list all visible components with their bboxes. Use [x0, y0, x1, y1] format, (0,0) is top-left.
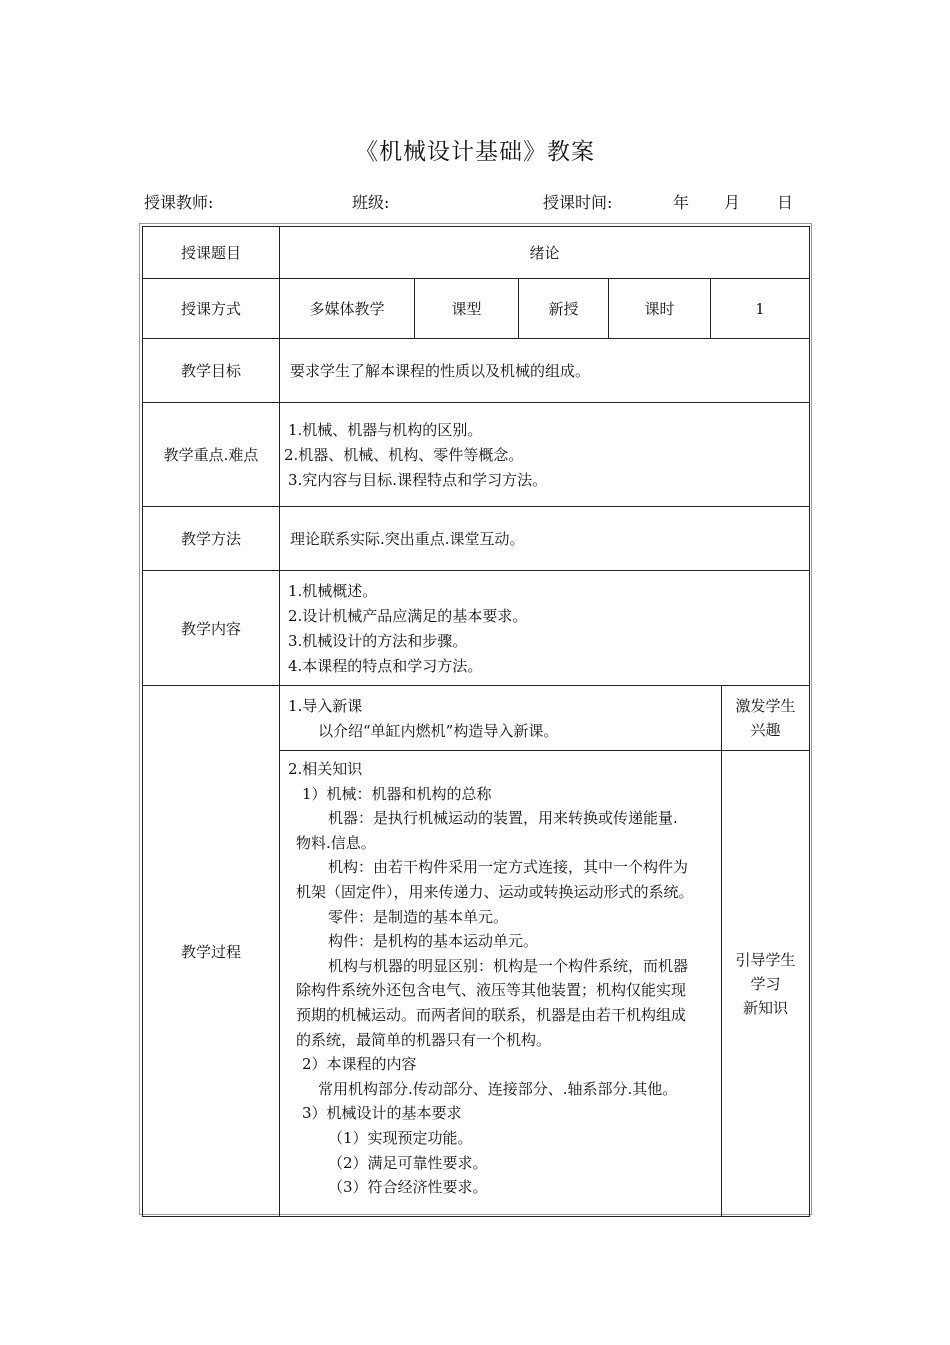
topic-row	[143, 227, 810, 279]
process-label: 教学过程	[143, 686, 280, 1217]
knowledge-line: 机架（固定件），用来传递力、运动或转换运动形式的系统。	[296, 882, 694, 901]
hours-value: 1	[711, 279, 810, 339]
knowledge-line: 零件：是制造的基本单元。	[328, 907, 509, 926]
knowledge-line: （3）符合经济性要求。	[328, 1178, 488, 1197]
goal-label: 教学目标	[143, 339, 280, 403]
list-item: 4.本课程的特点和学习方法。	[288, 657, 483, 675]
content-label: 教学内容	[143, 571, 280, 686]
teaching-method-row	[143, 507, 810, 571]
key-points-row	[143, 403, 810, 507]
knowledge-line: 预期的机械运动。而两者间的联系，机器是由若干机构组成	[296, 1005, 687, 1024]
goal-value: 要求学生了解本课程的性质以及机械的组成。	[280, 339, 810, 403]
knowledge-section	[280, 751, 722, 1217]
knowledge-line: 构件：是机构的基本运动单元。	[328, 932, 539, 951]
day-label: 日	[777, 193, 794, 212]
list-item: 2.设计机械产品应满足的基本要求。	[288, 607, 528, 625]
list-item: 3.究内容与目标.课程特点和学习方法。	[288, 471, 548, 489]
key-points-label: 教学重点.难点	[143, 403, 280, 507]
knowledge-side-note: 引导学生 学习 新知识	[722, 751, 810, 1217]
lesson-plan-table	[142, 226, 810, 1217]
knowledge-line: 的系统，最简单的机器只有一个机构。	[296, 1030, 552, 1049]
knowledge-line: 机构与机器的明显区别：机构是一个构件系统，而机器	[328, 956, 689, 975]
knowledge-line: 机器：是执行机械运动的装置，用来转换或传递能量.	[328, 809, 678, 828]
method-label: 授课方式	[143, 279, 280, 339]
document-title: 《机械设计基础》教案	[355, 139, 595, 165]
list-item: 3.机械设计的方法和步骤。	[288, 632, 468, 650]
year-label: 年	[673, 193, 690, 212]
content-list	[280, 571, 810, 686]
key-points-list	[280, 403, 810, 507]
teacher-label: 授课教师:	[144, 193, 214, 212]
list-item: 1.机械、机器与机构的区别。	[288, 421, 483, 439]
time-label: 授课时间:	[543, 193, 613, 212]
topic-label: 授课题目	[143, 227, 280, 279]
knowledge-line: 常用机构部分.传动部分、连接部分、.轴系部分.其他。	[318, 1079, 678, 1098]
goal-row	[143, 339, 810, 403]
method-row	[143, 279, 810, 339]
knowledge-line: （1）实现预定功能。	[328, 1128, 473, 1147]
method-value: 多媒体教学	[280, 279, 415, 339]
type-label: 课型	[415, 279, 519, 339]
knowledge-line: 物料.信息。	[296, 833, 376, 852]
intro-heading: 1.导入新课	[288, 697, 363, 715]
intro-row	[143, 686, 810, 751]
list-item: 1.机械概述。	[288, 582, 378, 600]
hours-label: 课时	[609, 279, 711, 339]
knowledge-heading: 2.相关知识	[288, 760, 363, 778]
class-label: 班级:	[352, 193, 390, 212]
knowledge-line: 3）机械设计的基本要求	[302, 1104, 462, 1123]
knowledge-line: 机构：由若干构件采用一定方式连接，其中一个构件为	[328, 858, 689, 877]
list-item: 2.机器、机械、机构、零件等概念。	[284, 446, 524, 464]
intro-text: 以介绍“单缸内燃机”构造导入新课。	[318, 722, 559, 740]
knowledge-line: 1）机械：机器和机构的总称	[302, 784, 492, 803]
type-value: 新授	[519, 279, 609, 339]
knowledge-line: 除构件系统外还包含电气、液压等其他装置；机构仅能实现	[296, 981, 687, 1000]
knowledge-line: （2）满足可靠性要求。	[328, 1153, 488, 1172]
intro-side-note: 激发学生 兴趣	[722, 686, 810, 751]
month-label: 月	[724, 193, 741, 212]
intro-section	[280, 686, 722, 751]
teaching-method-value: 理论联系实际.突出重点.课堂互动。	[280, 507, 810, 571]
content-row	[143, 571, 810, 686]
teaching-method-label: 教学方法	[143, 507, 280, 571]
knowledge-line: 2）本课程的内容	[302, 1055, 417, 1074]
topic-value: 绪论	[280, 227, 810, 279]
